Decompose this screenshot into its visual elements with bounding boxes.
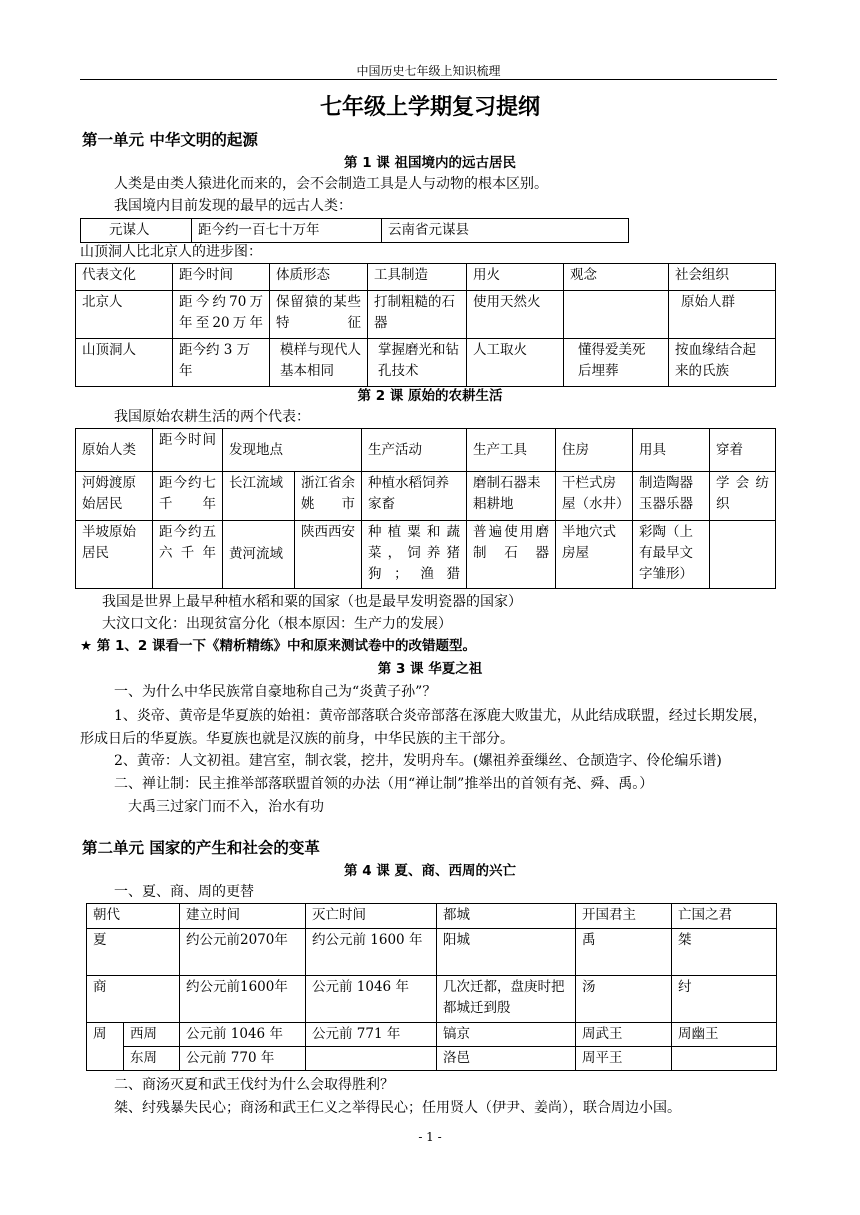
table-cell: 约公元前2070年	[180, 929, 306, 976]
table-cell: 公元前 771 年	[306, 1023, 437, 1047]
table-cell: 洛邑	[437, 1047, 576, 1071]
table-header-cell: 原始人类	[76, 429, 153, 472]
table-header-cell: 朝代	[87, 904, 180, 929]
table-cell: 黄河流域	[223, 521, 295, 589]
table-cell	[710, 521, 776, 589]
table-cell	[306, 1047, 437, 1071]
table-cell: 距今约五六千年	[153, 521, 223, 589]
lesson4-question: 一、夏、商、周的更替	[114, 884, 254, 900]
table-header-cell: 观念	[564, 264, 669, 291]
table-header-cell: 都城	[437, 904, 576, 929]
table-cell: 公元前 770 年	[180, 1047, 306, 1071]
table-cell: 距今约70万年至20万年	[173, 291, 270, 339]
table-cell: 打制粗糙的石器	[368, 291, 467, 339]
table-header-cell: 距今时间	[173, 264, 270, 291]
table-cell: 周	[87, 1023, 124, 1071]
table-cell: 河姆渡原始居民	[76, 472, 153, 521]
table-header-cell: 灭亡时间	[306, 904, 437, 929]
lesson3-answer: 1、炎帝、黄帝是华夏族的始祖：黄帝部落联合炎帝部落在涿鹿大败蚩尤，从此结成联盟，经过长期发展，形成日后的华夏族。华夏族也就是汉族的前身，中华民族的主干部分。	[80, 708, 767, 747]
table-header-cell: 穿着	[710, 429, 776, 472]
header-rule	[80, 79, 777, 80]
table-header-cell: 社会组织	[669, 264, 776, 291]
table-cell: 公元前 1046 年	[306, 976, 437, 1023]
table-header-cell: 工具制造	[368, 264, 467, 291]
table-header-row	[76, 429, 776, 472]
table-header-cell: 亡国之君	[672, 904, 777, 929]
table-cell: 镐京	[437, 1023, 576, 1047]
table-cell: 纣	[672, 976, 777, 1023]
table-header-cell: 生产活动	[362, 429, 467, 472]
lesson3-title: 第 3 课 华夏之祖	[377, 661, 483, 677]
table-cell: 干栏式房屋（水井）	[556, 472, 633, 521]
table-cell: 周平王	[576, 1047, 672, 1071]
table-row	[87, 976, 777, 1023]
lesson3-answer: 大禹三过家门而不入，治水有功	[128, 799, 324, 815]
table-cell: 种植水稻饲养家畜	[362, 472, 467, 521]
table-header-row	[87, 904, 777, 929]
table-cell: 桀	[672, 929, 777, 976]
table-header-cell: 用火	[467, 264, 564, 291]
table-cell: 原始人群	[669, 291, 776, 339]
lesson2-paragraph: 我国是世界上最早种植水稻和粟的国家（也是最早发明瓷器的国家）	[102, 594, 522, 610]
table-header-cell: 开国君主	[576, 904, 672, 929]
table-cell: 公元前 1046 年	[180, 1023, 306, 1047]
table-header-cell: 建立时间	[180, 904, 306, 929]
table-cell: 磨制石器耒耜耕地	[467, 472, 556, 521]
lesson2-paragraph: 大汶口文化：出现贫富分化（根本原因：生产力的发展）	[102, 616, 452, 632]
table-row	[87, 1023, 777, 1047]
review-note: ★ 第 1、2 课看一下《精析精练》中和原来测试卷中的改错题型。	[80, 638, 476, 654]
unit2-title: 第二单元 国家的产生和社会的变革	[82, 839, 320, 857]
table-cell: 东周	[124, 1047, 180, 1071]
table-cell: 商	[87, 976, 180, 1023]
table-header-row	[76, 264, 776, 291]
table-cell: 掌握磨光和钻孔技术	[368, 339, 467, 387]
table-cell	[564, 291, 669, 339]
table-header-cell: 用具	[633, 429, 710, 472]
table-row	[76, 339, 776, 387]
table-cell: 山顶洞人	[76, 339, 173, 387]
table-header-cell: 距今时间	[153, 429, 223, 472]
table-row	[76, 291, 776, 339]
table-cell: 云南省元谋县	[382, 219, 629, 243]
table-cell: 西周	[124, 1023, 180, 1047]
table-cell: 夏	[87, 929, 180, 976]
lesson1-paragraph: 人类是由类人猿进化而来的，会不会制造工具是人与动物的根本区别。	[114, 176, 548, 192]
table-cell: 距今约一百七十万年	[192, 219, 382, 243]
lesson2-title: 第 2 课 原始的农耕生活	[357, 388, 503, 404]
unit1-title: 第一单元 中华文明的起源	[82, 131, 258, 149]
lesson4-question: 二、商汤灭夏和武王伐纣为什么会取得胜利？	[114, 1077, 394, 1093]
table-cell: 约公元前 1600 年	[306, 929, 437, 976]
table-cell: 使用天然火	[467, 291, 564, 339]
table-cell: 阳城	[437, 929, 576, 976]
lesson4-title: 第 4 课 夏、商、西周的兴亡	[344, 863, 516, 879]
table-cell: 普遍使用磨制石器	[467, 521, 556, 589]
table-cell: 浙江省余姚市	[295, 472, 362, 521]
table-header-cell: 生产工具	[467, 429, 556, 472]
table-cell: 距今约七千年	[153, 472, 223, 521]
table-cell: 懂得爱美死后埋葬	[564, 339, 669, 387]
table-cell: 北京人	[76, 291, 173, 339]
table-cell: 种植粟和蔬菜，饲养猪狗；渔猎	[362, 521, 467, 589]
farming-table	[75, 428, 776, 589]
dynasty-table	[86, 903, 777, 1071]
lesson3-answer: 2、黄帝：人文初祖。建宫室，制衣裳，挖井，发明舟车。(嫘祖养蚕缫丝、仓颉造字、伶伦编乐谱)	[114, 753, 722, 769]
table-cell: 元谋人	[81, 219, 192, 243]
table-cell: 模样与现代人基本相同	[270, 339, 368, 387]
table-cell: 约公元前1600年	[180, 976, 306, 1023]
running-header: 中国历史七年级上知识梳理	[356, 64, 501, 78]
lesson1-title: 第 1 课 祖国境内的远古居民	[344, 155, 516, 171]
earliest-human-table	[80, 218, 629, 243]
table-row	[76, 521, 776, 589]
table-cell: 陕西西安	[295, 521, 362, 589]
lesson2-paragraph: 我国原始农耕生活的两个代表：	[114, 409, 310, 425]
table-row	[76, 472, 776, 521]
lesson1-paragraph: 山顶洞人比北京人的进步图：	[80, 244, 262, 260]
table-cell: 汤	[576, 976, 672, 1023]
table-row	[81, 219, 629, 243]
table-cell: 学会纺织	[710, 472, 776, 521]
table-cell: 几次迁都，盘庚时把都城迁到殷	[437, 976, 576, 1023]
table-cell: 周幽王	[672, 1023, 777, 1047]
page-title: 七年级上学期复习提纲	[319, 95, 540, 120]
table-cell: 彩陶（上有最早文字雏形）	[633, 521, 710, 589]
table-header-cell: 代表文化	[76, 264, 173, 291]
table-cell	[672, 1047, 777, 1071]
lesson1-paragraph: 我国境内目前发现的最早的远古人类：	[114, 198, 352, 214]
comparison-table	[75, 263, 776, 387]
lesson4-answer: 桀、纣残暴失民心；商汤和武王仁义之举得民心；任用贤人（伊尹、姜尚），联合周边小国。	[114, 1100, 681, 1116]
table-cell: 人工取火	[467, 339, 564, 387]
page-number: - 1 -	[418, 1130, 442, 1144]
table-cell: 半地穴式房屋	[556, 521, 633, 589]
table-header-cell: 体质形态	[270, 264, 368, 291]
table-row	[87, 1047, 777, 1071]
table-cell: 半坡原始居民	[76, 521, 153, 589]
table-row	[87, 929, 777, 976]
table-cell: 保留猿的某些特征	[270, 291, 368, 339]
table-header-cell: 发现地点	[223, 429, 362, 472]
table-cell: 禹	[576, 929, 672, 976]
table-cell: 制造陶器玉器乐器	[633, 472, 710, 521]
lesson3-question: 二、禅让制：民主推举部落联盟首领的办法（用“禅让制”推举出的首领有尧、舜、禹。）	[114, 776, 654, 792]
table-cell: 按血缘结合起来的氏族	[669, 339, 776, 387]
table-cell: 长江流域	[223, 472, 295, 521]
table-header-cell: 住房	[556, 429, 633, 472]
lesson3-question: 一、为什么中华民族常自豪地称自己为“炎黄子孙”？	[114, 684, 437, 700]
table-cell: 周武王	[576, 1023, 672, 1047]
table-cell: 距今约 3 万年	[173, 339, 270, 387]
